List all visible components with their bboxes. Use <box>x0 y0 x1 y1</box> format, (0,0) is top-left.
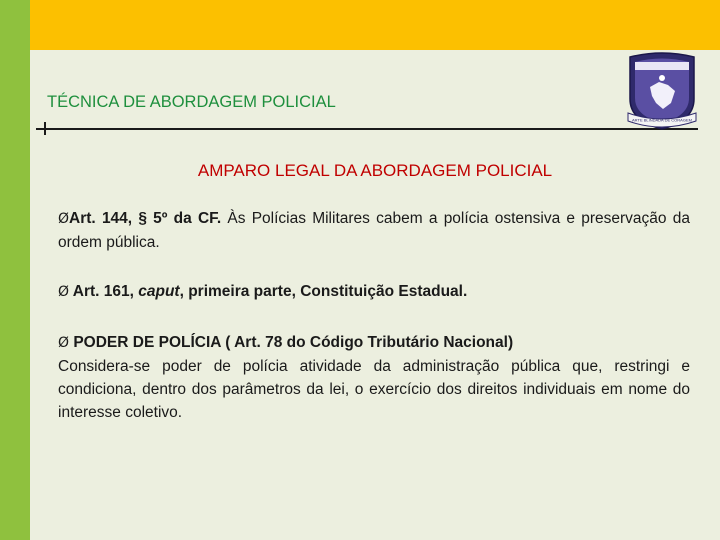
item-lead-italic: caput <box>138 283 180 300</box>
slide-heading: AMPARO LEGAL DA ABORDAGEM POLICIAL <box>197 161 553 180</box>
item-text: Às Polícias Militares cabem a polícia ostensiva e preservação da ordem pública. <box>58 210 690 251</box>
header-rule <box>36 128 698 130</box>
content-body <box>58 207 690 424</box>
header-title: TÉCNICA DE ABORDAGEM POLICIAL <box>47 93 336 111</box>
police-emblem-icon <box>626 51 698 131</box>
emblem-top-band <box>635 62 689 70</box>
item-lead: Art. 144, § 5º da CF. <box>69 210 222 227</box>
item-definition-text: Considera-se poder de polícia atividade da administração pública que, restringi e condiciona, dentro dos parâmetros da lei, o exercício dos direitos individuais em nome do interesse coletivo. <box>58 358 690 421</box>
item-lead-b: , primeira parte, Constituição Estadual. <box>179 283 468 300</box>
list-item-art-144 <box>58 207 690 254</box>
emblem-ribbon-text: ARTE BLINDADA DE CORAGEM <box>632 117 692 123</box>
top-accent-bar <box>30 0 720 50</box>
left-accent-bar <box>0 0 30 540</box>
emblem-star <box>659 75 665 81</box>
item-lead-a: Art. 161, <box>69 283 139 300</box>
list-item-poder-de-policia <box>58 331 690 355</box>
list-item-art-161 <box>58 280 690 304</box>
bullet-arrow-icon: Ø <box>58 284 70 300</box>
bullet-arrow-icon: Ø <box>58 211 70 227</box>
bullet-arrow-icon: Ø <box>58 335 70 351</box>
item-lead: PODER DE POLÍCIA ( Art. 78 do Código Tributário Nacional) <box>69 334 514 351</box>
